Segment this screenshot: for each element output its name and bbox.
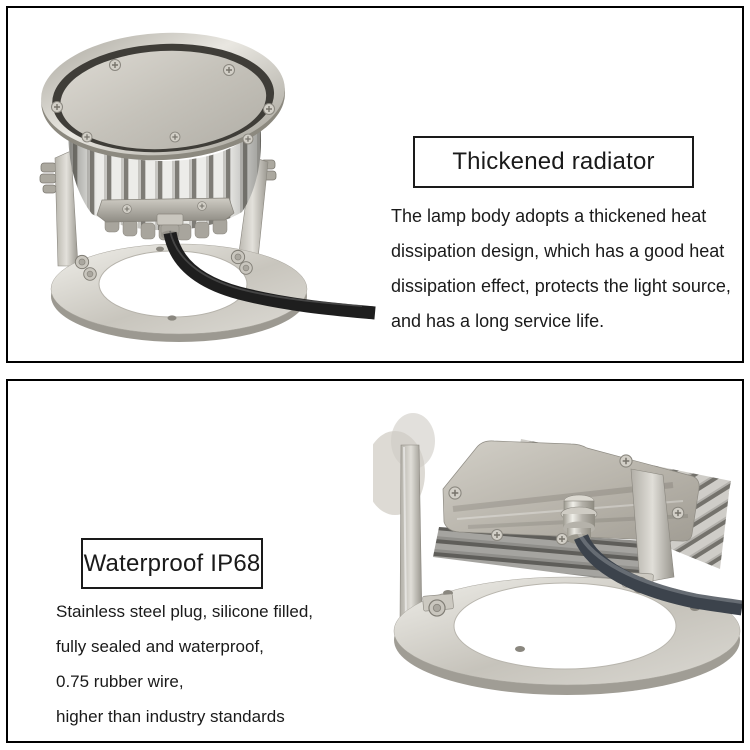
description-line: dissipation effect, protects the light source, [391, 276, 731, 296]
feature-title-box-waterproof [81, 538, 263, 589]
feature-title: Waterproof IP68 [83, 549, 261, 577]
feature-title: Thickened radiator [452, 148, 655, 175]
product-photo-front-view [10, 10, 390, 359]
description-line: and has a long service life. [391, 311, 605, 331]
feature-description-radiator [391, 199, 731, 339]
panel-thickened-radiator [6, 6, 744, 363]
product-photo-back-closeup [373, 381, 742, 741]
description-line: dissipation design, which has a good heat [391, 241, 725, 261]
description-line: higher than industry standards [56, 707, 285, 726]
description-line: fully sealed and waterproof, [56, 637, 264, 656]
panel-waterproof-ip68 [6, 379, 744, 743]
description-line: Stainless steel plug, silicone filled, [56, 602, 314, 621]
description-line: 0.75 rubber wire, [56, 672, 184, 691]
feature-description-waterproof [56, 594, 313, 734]
description-line: The lamp body adopts a thickened heat [391, 206, 707, 226]
feature-title-box-radiator [413, 136, 694, 188]
